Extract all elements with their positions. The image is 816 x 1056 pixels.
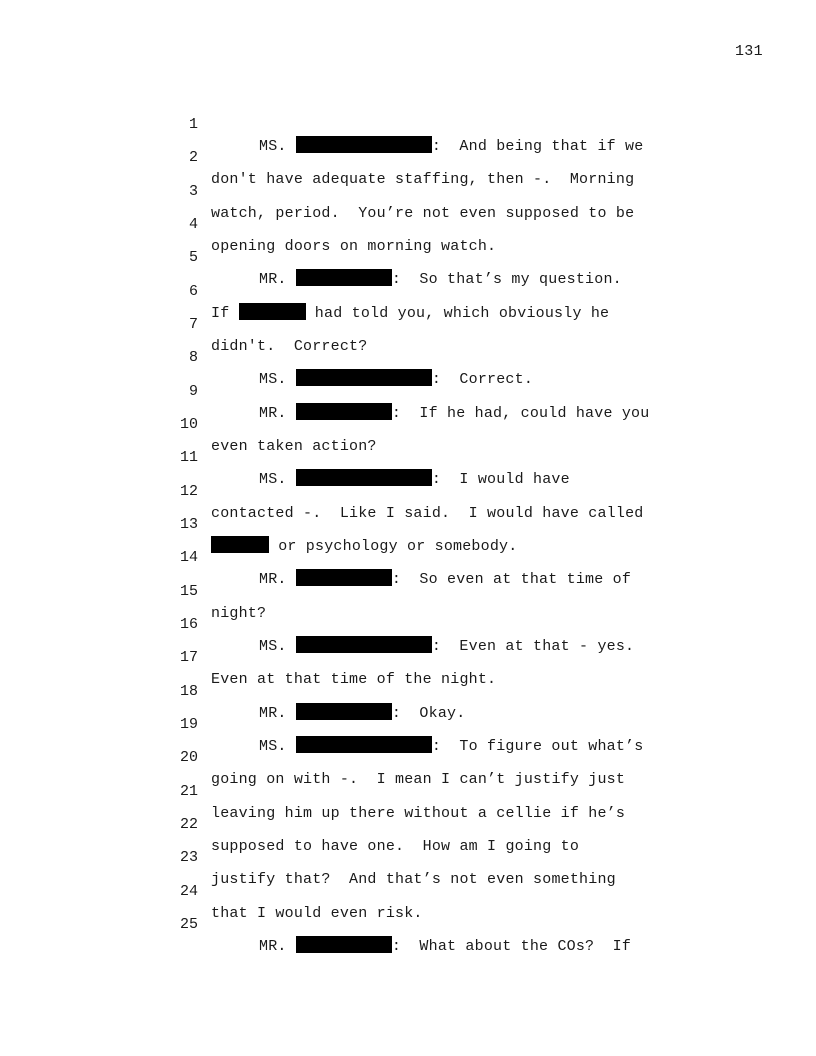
line-content: : Even at that - yes. bbox=[431, 638, 635, 655]
transcript-line bbox=[0, 625, 816, 688]
line-number: 2 bbox=[188, 149, 198, 166]
line-text: don't have adequate staffing, then -. Morning bbox=[211, 171, 635, 188]
transcript-line bbox=[0, 259, 816, 322]
line-text: opening doors on morning watch. bbox=[211, 238, 497, 255]
line-content: : Correct. bbox=[431, 371, 534, 388]
line-number: 20 bbox=[179, 749, 198, 766]
line-number: 23 bbox=[179, 849, 198, 866]
line-text: that I would even risk. bbox=[211, 905, 423, 922]
transcript-line bbox=[0, 325, 816, 388]
line-number: 16 bbox=[179, 616, 198, 633]
transcript-line bbox=[0, 92, 816, 155]
line-number: 25 bbox=[179, 916, 198, 933]
line-content: : What about the COs? If bbox=[391, 938, 632, 955]
speaker-title: MS. bbox=[259, 638, 287, 655]
transcript-line bbox=[0, 359, 816, 422]
line-text: contacted -. Like I said. I would have called bbox=[211, 505, 644, 522]
speaker-title: MS. bbox=[259, 738, 287, 755]
line-text bbox=[259, 936, 631, 958]
transcript-line bbox=[0, 425, 816, 488]
speaker-title: MR. bbox=[259, 705, 287, 722]
transcript-line bbox=[0, 892, 816, 955]
transcript-line bbox=[0, 225, 816, 288]
line-content: : If he had, could have you bbox=[391, 405, 650, 422]
line-number: 22 bbox=[179, 816, 198, 833]
transcript-line bbox=[0, 159, 816, 222]
transcript-line bbox=[0, 692, 816, 755]
line-text: justify that? And that’s not even something bbox=[211, 871, 616, 888]
line-number: 15 bbox=[179, 583, 198, 600]
line-number: 5 bbox=[188, 249, 198, 266]
line-number: 18 bbox=[179, 683, 198, 700]
line-text: leaving him up there without a cellie if he’s bbox=[211, 805, 626, 822]
transcript-line bbox=[0, 525, 816, 588]
transcript-line bbox=[0, 592, 816, 655]
transcript-line bbox=[0, 725, 816, 788]
line-number: 7 bbox=[188, 316, 198, 333]
transcript-line bbox=[0, 492, 816, 555]
line-content: or psychology or somebody. bbox=[269, 538, 518, 555]
line-content: : And being that if we bbox=[431, 138, 644, 155]
transcript-line bbox=[0, 559, 816, 622]
line-content: : So that’s my question. bbox=[391, 271, 622, 288]
redaction-box bbox=[296, 936, 392, 953]
line-number: 11 bbox=[179, 449, 198, 466]
line-number: 24 bbox=[179, 883, 198, 900]
transcript-line bbox=[0, 392, 816, 455]
page-number: 131 bbox=[735, 43, 763, 60]
line-number: 21 bbox=[179, 783, 198, 800]
speaker-title: MS. bbox=[259, 138, 287, 155]
line-number: 13 bbox=[179, 516, 198, 533]
transcript-line bbox=[0, 192, 816, 255]
line-content: : Okay. bbox=[391, 705, 466, 722]
line-number: 17 bbox=[179, 649, 198, 666]
line-number: 6 bbox=[188, 283, 198, 300]
line-text: didn't. Correct? bbox=[211, 338, 368, 355]
line-number: 19 bbox=[179, 716, 198, 733]
speaker-title: MR. bbox=[259, 571, 287, 588]
line-text: going on with -. I mean I can’t justify just bbox=[211, 771, 626, 788]
line-content: : I would have bbox=[431, 471, 570, 488]
line-number: 3 bbox=[188, 183, 198, 200]
line-number: 1 bbox=[188, 116, 198, 133]
line-text: watch, period. You’re not even supposed to be bbox=[211, 205, 635, 222]
line-number: 9 bbox=[188, 383, 198, 400]
line-content: had told you, which obviously he bbox=[305, 305, 610, 322]
line-text: Even at that time of the night. bbox=[211, 671, 497, 688]
line-number: 8 bbox=[188, 349, 198, 366]
line-text: night? bbox=[211, 605, 267, 622]
transcript-line bbox=[0, 659, 816, 722]
transcript-line bbox=[0, 792, 816, 855]
line-content: : So even at that time of bbox=[391, 571, 632, 588]
transcript-line bbox=[0, 125, 816, 188]
line-number: 4 bbox=[188, 216, 198, 233]
line-text: supposed to have one. How am I going to bbox=[211, 838, 580, 855]
transcript-line bbox=[0, 459, 816, 522]
speaker-title: MS. bbox=[259, 371, 287, 388]
transcript-line bbox=[0, 292, 816, 355]
speaker-title: MR. bbox=[259, 271, 287, 288]
speaker-title: MR. bbox=[259, 405, 287, 422]
transcript-line bbox=[0, 859, 816, 922]
line-text: even taken action? bbox=[211, 438, 377, 455]
speaker-title: MR. bbox=[259, 938, 287, 955]
line-number: 12 bbox=[179, 483, 198, 500]
transcript-line bbox=[0, 759, 816, 822]
line-number: 14 bbox=[179, 549, 198, 566]
line-content: : To figure out what’s bbox=[431, 738, 644, 755]
line-content: If bbox=[211, 305, 239, 322]
line-number: 10 bbox=[179, 416, 198, 433]
speaker-title: MS. bbox=[259, 471, 287, 488]
transcript-line bbox=[0, 825, 816, 888]
